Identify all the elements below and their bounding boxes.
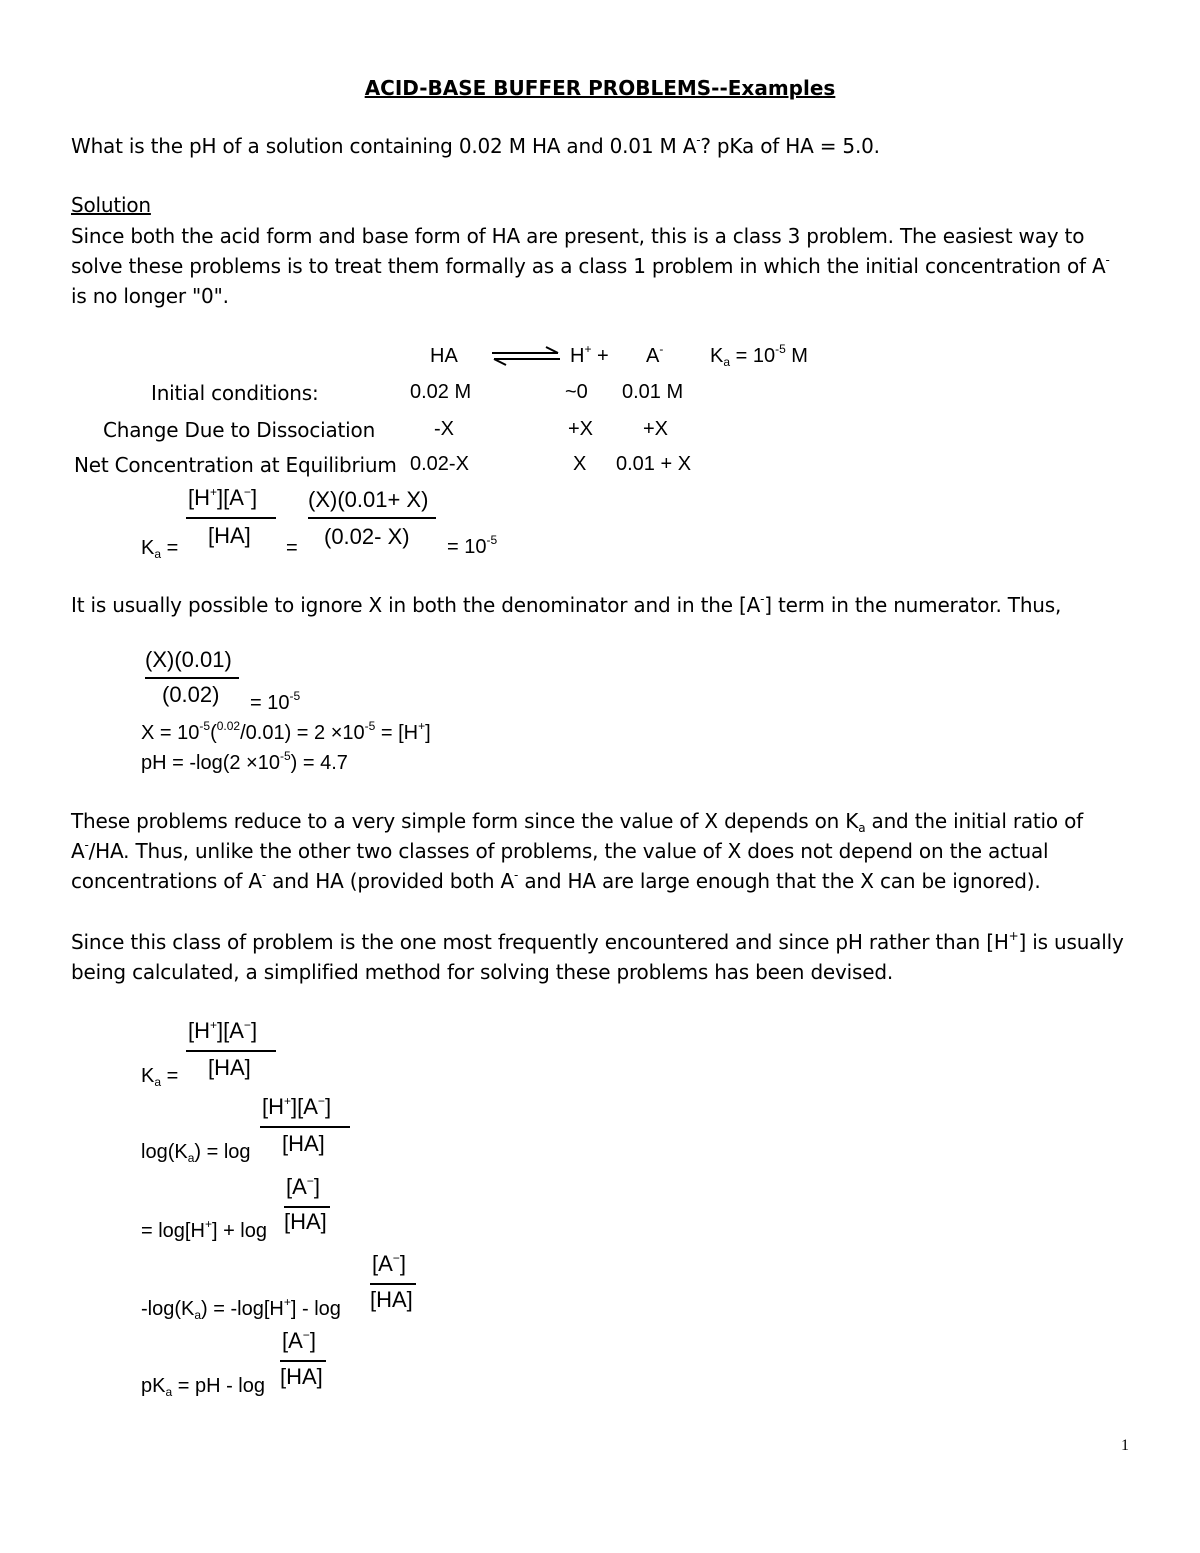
- deriv1-lhs: $K_a$ =: [141, 1065, 179, 1089]
- page-title: ACID-BASE BUFFER PROBLEMS--Examples: [364, 76, 836, 100]
- deriv3-numerator: [A−]: [286, 1174, 320, 1199]
- deriv5-numerator: [A−]: [282, 1328, 316, 1353]
- x-solution-line: $X = 10^{-5}(^{0.02}/0.01) = 2 \times 10^{-5} = [H^+]$: [141, 719, 431, 744]
- fraction-bar: [186, 1050, 276, 1052]
- ka-denominator: [HA]: [208, 523, 251, 548]
- ice-row-label: Change Due to Dissociation: [103, 418, 376, 442]
- equals-sign: =: [286, 537, 298, 559]
- deriv4-numerator: [A−]: [372, 1251, 406, 1276]
- ka-numerator-2: (X)(0.01+ X): [308, 487, 429, 512]
- fraction-bar: [370, 1283, 416, 1285]
- ice-row-label: Net Concentration at Equilibrium: [74, 453, 397, 477]
- reaction-aminus: A-: [646, 342, 664, 367]
- ice-cell-a: 0.01 M: [622, 381, 684, 403]
- equilibrium-arrow-icon: [490, 345, 562, 367]
- ka-numerator: [H+][A−]: [188, 485, 258, 510]
- solution-paragraph: Since both the acid form and base form of HA are present, this is a class 3 problem. The easiest way to solve these problems is to treat them formally as a class 1 problem in which the initial concentration of A- is no longer "0".: [71, 224, 1110, 308]
- reduce-paragraph: These problems reduce to a very simple form since the value of X depends on $K_a$ and the initial ratio of A-/HA. Thus, unlike the other two classes of problems, the value of X does not depend on the actual concentrations of A- and HA (provided both A- and HA are large enough that the X can be ignored).: [71, 809, 1083, 893]
- ka-result: = $10^{-5}$: [447, 533, 498, 558]
- ph-solution-line: pH = $-\log(2 \times 10^{-5}) = 4.7$: [141, 749, 348, 774]
- question-text: What is the pH of a solution containing 0.02 M HA and 0.01 M A-? pKa of HA = 5.0.: [71, 133, 880, 158]
- ice-cell-h: +X: [568, 418, 594, 440]
- fraction-bar: [284, 1206, 330, 1208]
- ice-cell-ha: 0.02-X: [410, 453, 469, 475]
- deriv1-numerator: [H+][A−]: [188, 1018, 258, 1043]
- ice-row-label: Initial conditions:: [151, 381, 319, 405]
- page-number: 1: [1121, 1437, 1129, 1454]
- frequent-paragraph: Since this class of problem is the one most frequently encountered and since pH rather than [H+] is usually being calculated, a simplified method for solving these problems has been devised.: [71, 929, 1124, 984]
- approx-denominator: (0.02): [162, 682, 220, 707]
- fraction-bar: [186, 517, 276, 519]
- ice-cell-h: X: [573, 453, 587, 475]
- ice-cell-a: +X: [643, 418, 669, 440]
- deriv5-lhs: $pK_a$ = pH - log: [141, 1375, 265, 1399]
- ignore-paragraph: It is usually possible to ignore X in both the denominator and in the [A-] term in the numerator. Thus,: [71, 592, 1062, 617]
- deriv4-lhs: $-\log(K_a) = -\log[H^+] - \log$: [141, 1295, 341, 1322]
- deriv1-denominator: [HA]: [208, 1055, 251, 1080]
- fraction-bar: [145, 677, 239, 679]
- reaction-products: H+ +: [570, 342, 609, 367]
- deriv2-denominator: [HA]: [282, 1131, 325, 1156]
- deriv2-numerator: [H+][A−]: [262, 1094, 332, 1119]
- deriv5-denominator: [HA]: [280, 1364, 323, 1389]
- fraction-bar: [280, 1360, 326, 1362]
- ice-cell-a: 0.01 + X: [616, 453, 692, 475]
- deriv4-denominator: [HA]: [370, 1287, 413, 1312]
- ice-cell-ha: -X: [434, 418, 454, 440]
- approx-numerator: (X)(0.01): [145, 647, 232, 672]
- reaction-ha: HA: [430, 345, 458, 367]
- deriv3-denominator: [HA]: [284, 1209, 327, 1234]
- deriv3-lhs: = log[H+] + log: [141, 1217, 267, 1242]
- approx-result: = $10^{-5}$: [250, 689, 301, 714]
- ka-denominator-2: (0.02- X): [324, 524, 410, 549]
- ice-cell-h: ~0: [565, 381, 588, 403]
- fraction-bar: [308, 517, 436, 519]
- solution-heading: Solution: [71, 193, 151, 217]
- deriv2-lhs: $\log(K_a) = \log$: [141, 1141, 251, 1165]
- reaction-ka: $K_a = 10^{-5}$ M: [710, 342, 808, 369]
- fraction-bar: [260, 1126, 350, 1128]
- ka-lhs: $K_a$ =: [141, 537, 179, 561]
- ice-cell-ha: 0.02 M: [410, 381, 472, 403]
